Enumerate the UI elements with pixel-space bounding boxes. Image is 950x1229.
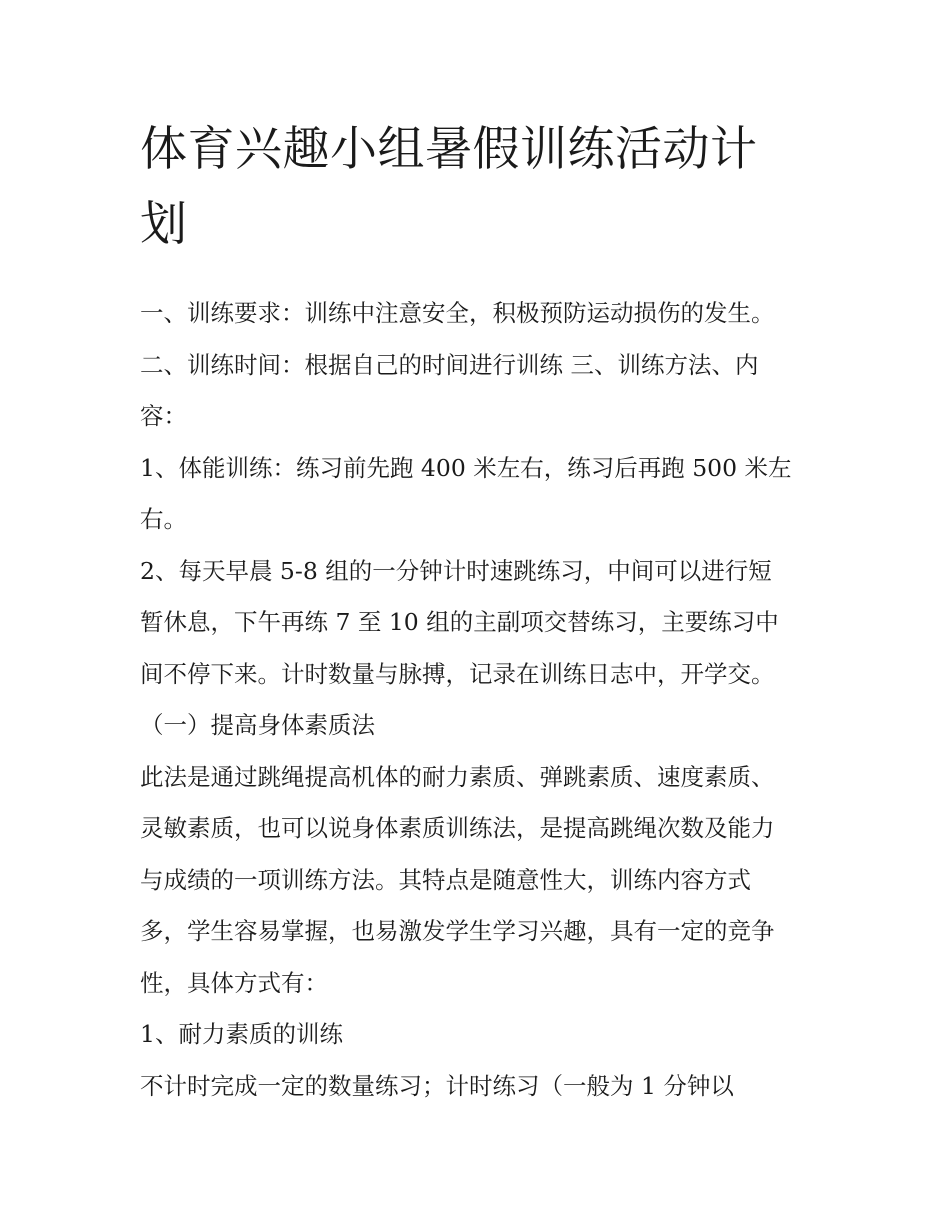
text-line: 此法是通过跳绳提高机体的耐力素质、弹跳素质、速度素质、 [140, 762, 775, 791]
title-line: 划 [140, 197, 188, 252]
document-body [140, 288, 820, 1112]
text-line: 间不停下来。计时数量与脉搏，记录在训练日志中，开学交。 [140, 659, 775, 688]
text-line: 容： [140, 402, 187, 430]
text-line: 不计时完成一定的数量练习；计时练习（一般为 1 分钟以 [140, 1071, 734, 1100]
text-line: 与成绩的一项训练方法。其特点是随意性大，训练内容方式 [140, 865, 751, 894]
text-line: 性，具体方式有： [140, 968, 328, 997]
text-line: 一、训练要求：训练中注意安全，积极预防运动损伤的发生。 [140, 299, 775, 327]
text-line: 二、训练时间：根据自己的时间进行训练 三、训练方法、内 [140, 350, 759, 379]
document-content [140, 112, 820, 1112]
text-line: 2、每天早晨 5-8 组的一分钟计时速跳练习，中间可以进行短 [140, 556, 772, 585]
section-heading: （一）提高身体素质法 [140, 711, 375, 739]
subsection-heading: 1、耐力素质的训练 [140, 1020, 343, 1048]
text-line: 灵敏素质，也可以说身体素质训练法，是提高跳绳次数及能力 [140, 814, 775, 842]
text-line: 暂休息，下午再练 7 至 10 组的主副项交替练习，主要练习中 [140, 608, 779, 636]
text-line: 1、体能训练：练习前先跑 400 米左右，练习后再跑 500 米左 [140, 453, 792, 482]
text-line: 右。 [140, 505, 187, 533]
text-line: 多，学生容易掌握，也易激发学生学习兴趣，具有一定的竞争 [140, 917, 775, 945]
document-title [140, 112, 800, 262]
title-line: 体育兴趣小组暑假训练活动计 [140, 122, 758, 177]
